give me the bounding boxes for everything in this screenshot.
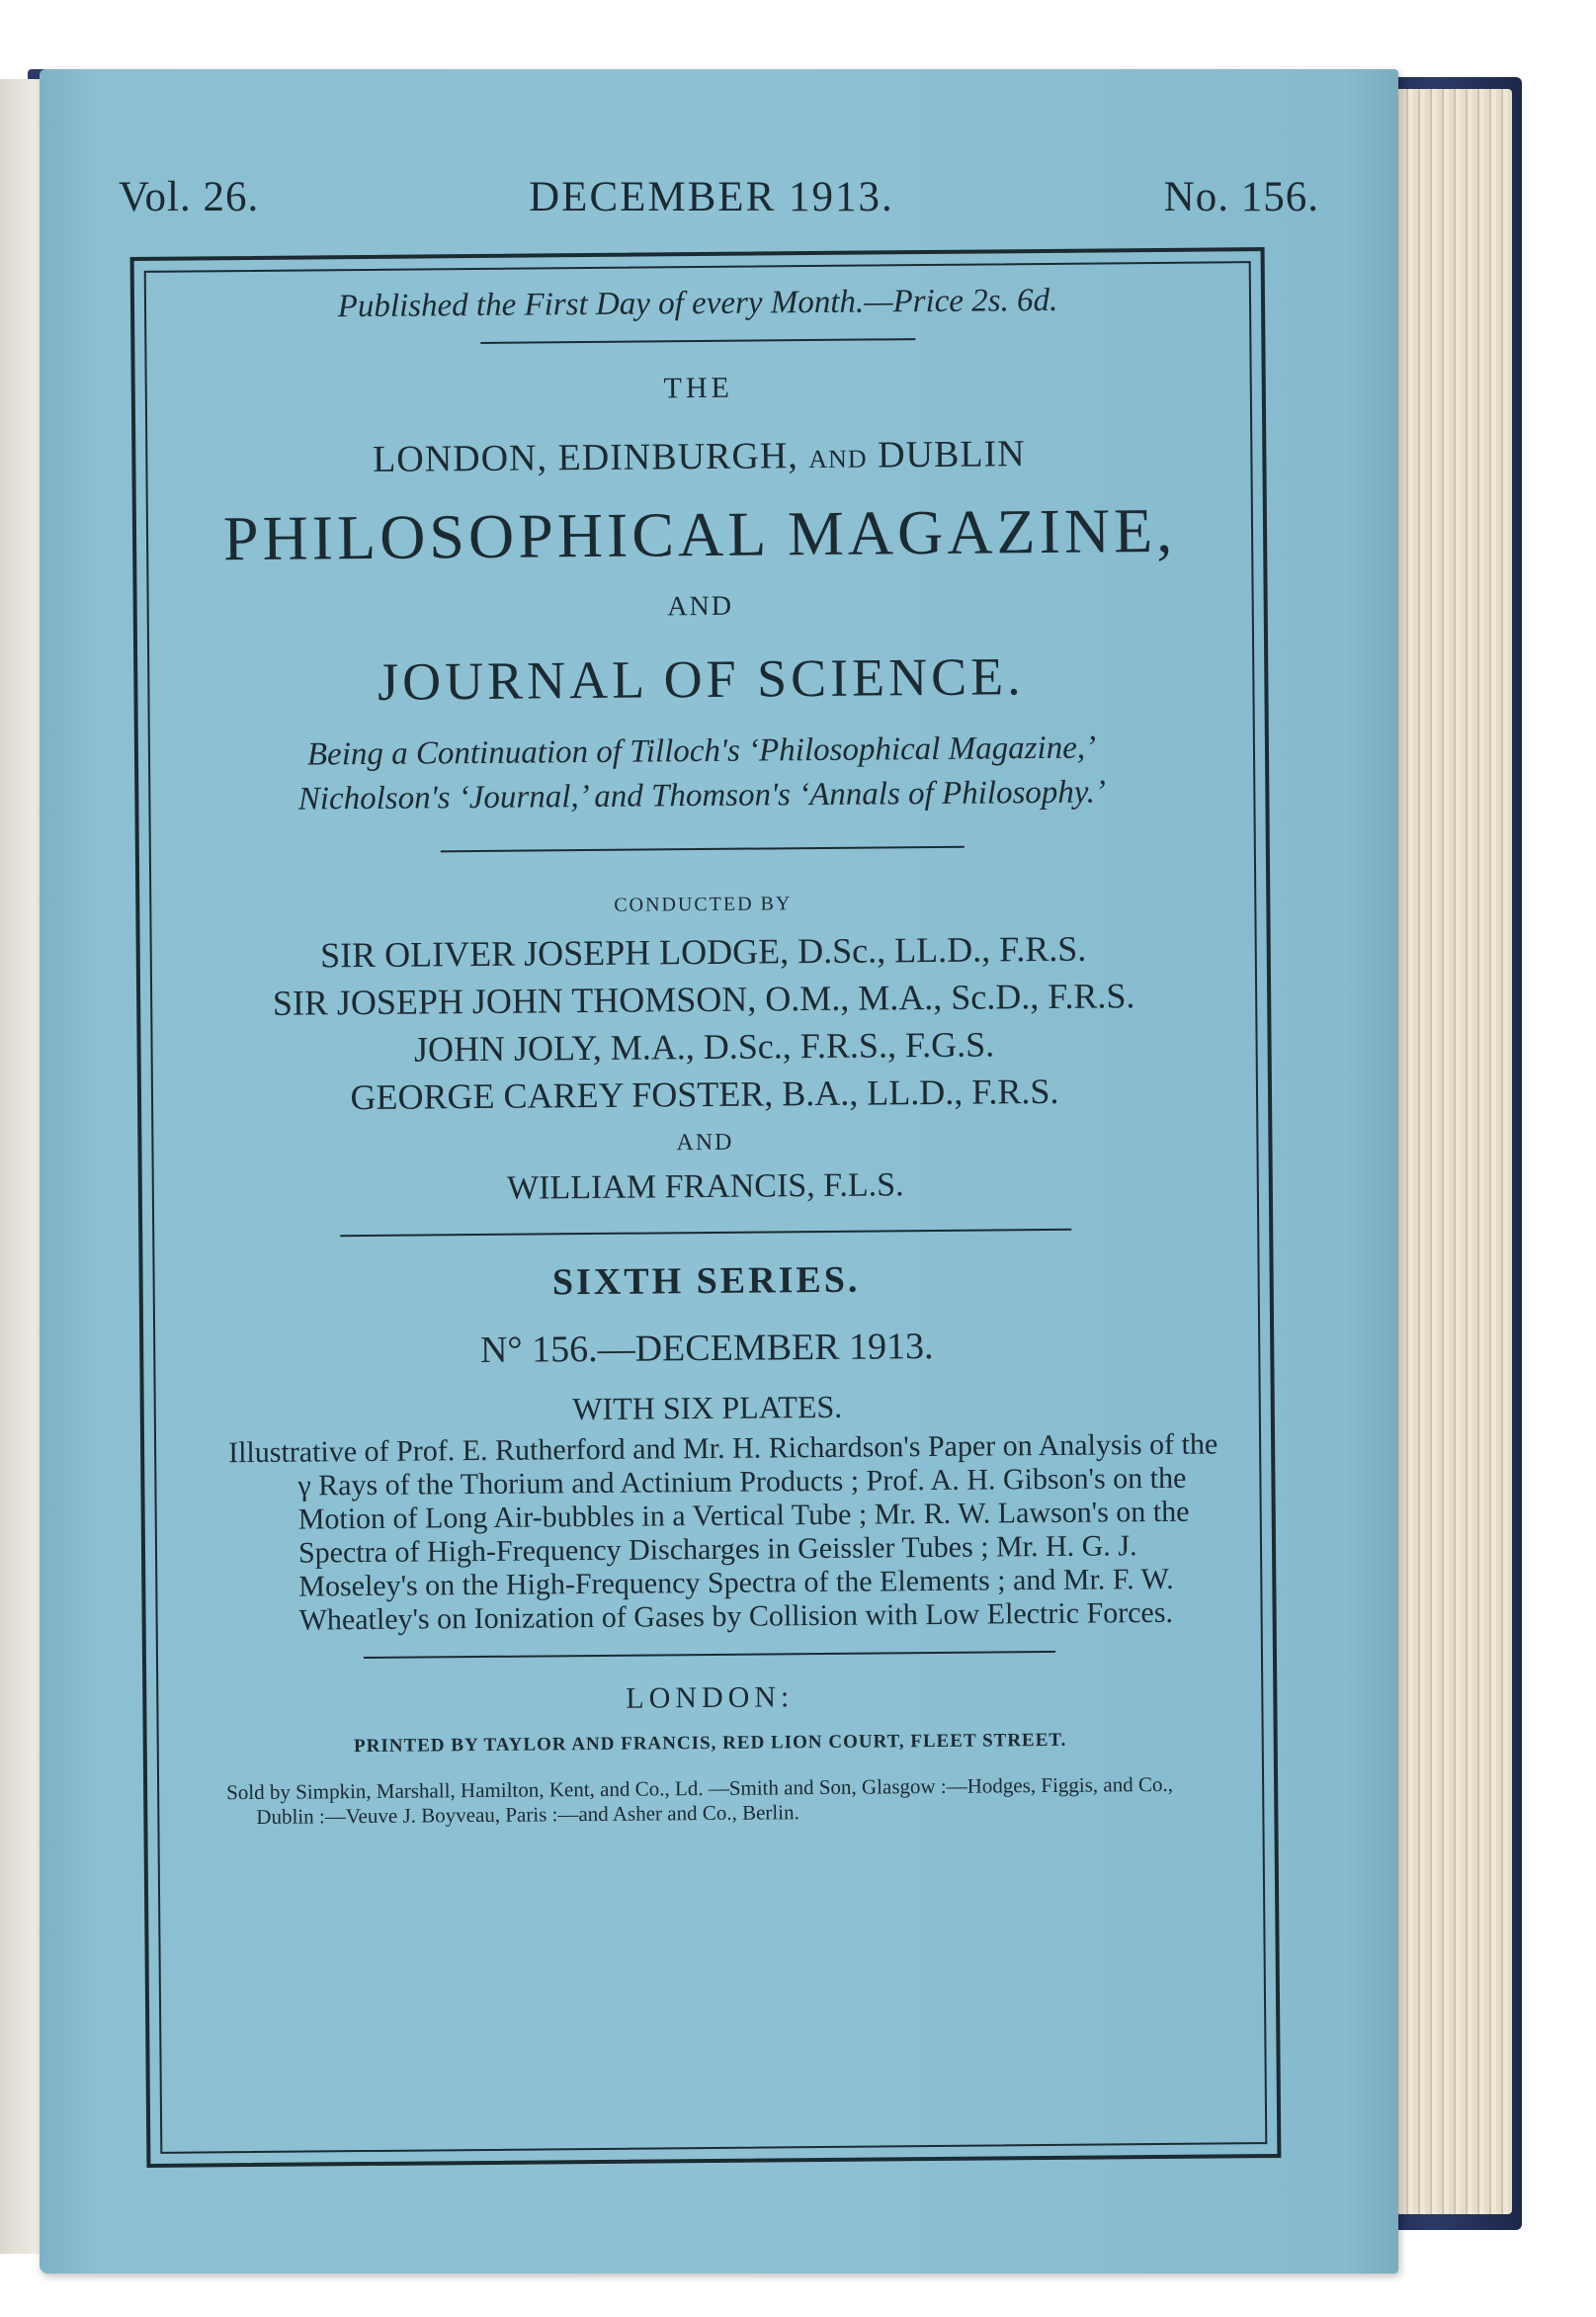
continuation-line-1: Being a Continuation of Tilloch's ‘Philosophical Magazine,’ [306, 729, 1097, 773]
editor-4: GEORGE CAREY FOSTER, B.A., LL.D., F.R.S. [350, 1071, 1059, 1118]
cover-frame [130, 247, 1282, 2168]
rule-2 [441, 846, 965, 853]
title-line-1-and: AND [808, 444, 868, 474]
rule-3 [340, 1229, 1071, 1237]
conducted-by-label: CONDUCTED BY [614, 893, 793, 916]
title-line-1 [175, 430, 1222, 482]
cover-content [174, 261, 1235, 1830]
editor-3: JOHN JOLY, M.A., D.Sc., F.R.S., F.G.S. [413, 1024, 995, 1070]
rule-1 [480, 338, 915, 344]
issue-label: N° 156.—DECEMBER 1913. [479, 1325, 934, 1371]
the-label: THE [663, 371, 734, 405]
rule-4 [364, 1651, 1055, 1659]
date-label: DECEMBER 1913. [529, 174, 894, 220]
title-line-2: PHILOSOPHICAL MAGAZINE, [222, 494, 1177, 574]
title-line-1-a: LONDON, EDINBURGH, [372, 435, 798, 480]
continuation-line-2: Nicholson's ‘Journal,’ and Thomson's ‘Annals of Philosophy.’ [297, 774, 1107, 817]
title-line-1-b: DUBLIN [877, 433, 1026, 476]
london-label: LONDON: [626, 1680, 795, 1715]
series-label: SIXTH SERIES. [551, 1258, 861, 1304]
number-label: No. 156. [1163, 174, 1319, 220]
and-label-2: AND [676, 1129, 734, 1157]
sold-by-note: Sold by Simpkin, Marshall, Hamilton, Kent, and Co., Ld. —Smith and Son, Glasgow :—Hodges, Figgis, and Co., Dublin :—Veuve J. Boyveau, Paris :—and Asher and Co., Berlin. [226, 1771, 1174, 1829]
volume-label: Vol. 26. [119, 174, 260, 220]
magazine-cover [40, 69, 1398, 2274]
editor-1: SIR OLIVER JOSEPH LODGE, D.Sc., LL.D., F.R.S. [319, 928, 1087, 976]
plates-description: Illustrative of Prof. E. Rutherford and Mr. H. Richardson's Paper on Analysis of the γ Rays of the Thorium and Actinium Products ; Prof. A. H. Gibson's on the Motion of Long Air-bubbles in a Vertical Tube ; Mr. R. W. Lawson's on the Spectra of High-Frequency Discharges in Geissler Tubes ; Mr. H. G. J. Moseley's on the High-Frequency Spectra of the Elements ; and Mr. F. W. Wheatley's on Ionization of Gases by Collision with Low Electric Forces. [228, 1427, 1218, 1637]
published-note: Published the First Day of every Month.—Price 2s. 6d. [337, 282, 1058, 325]
plates-label: WITH SIX PLATES. [572, 1388, 843, 1427]
editors-list [180, 923, 1229, 1122]
editor-last: WILLIAM FRANCIS, F.L.S. [506, 1166, 904, 1207]
title-line-3: JOURNAL OF SCIENCE. [377, 646, 1025, 712]
and-label: AND [667, 590, 734, 623]
cover-header [119, 173, 1319, 221]
editor-2: SIR JOSEPH JOHN THOMSON, O.M., M.A., Sc.D., F.R.S. [272, 976, 1135, 1023]
printed-by-label: PRINTED BY TAYLOR AND FRANCIS, RED LION COURT, FLEET STREET. [353, 1729, 1067, 1758]
